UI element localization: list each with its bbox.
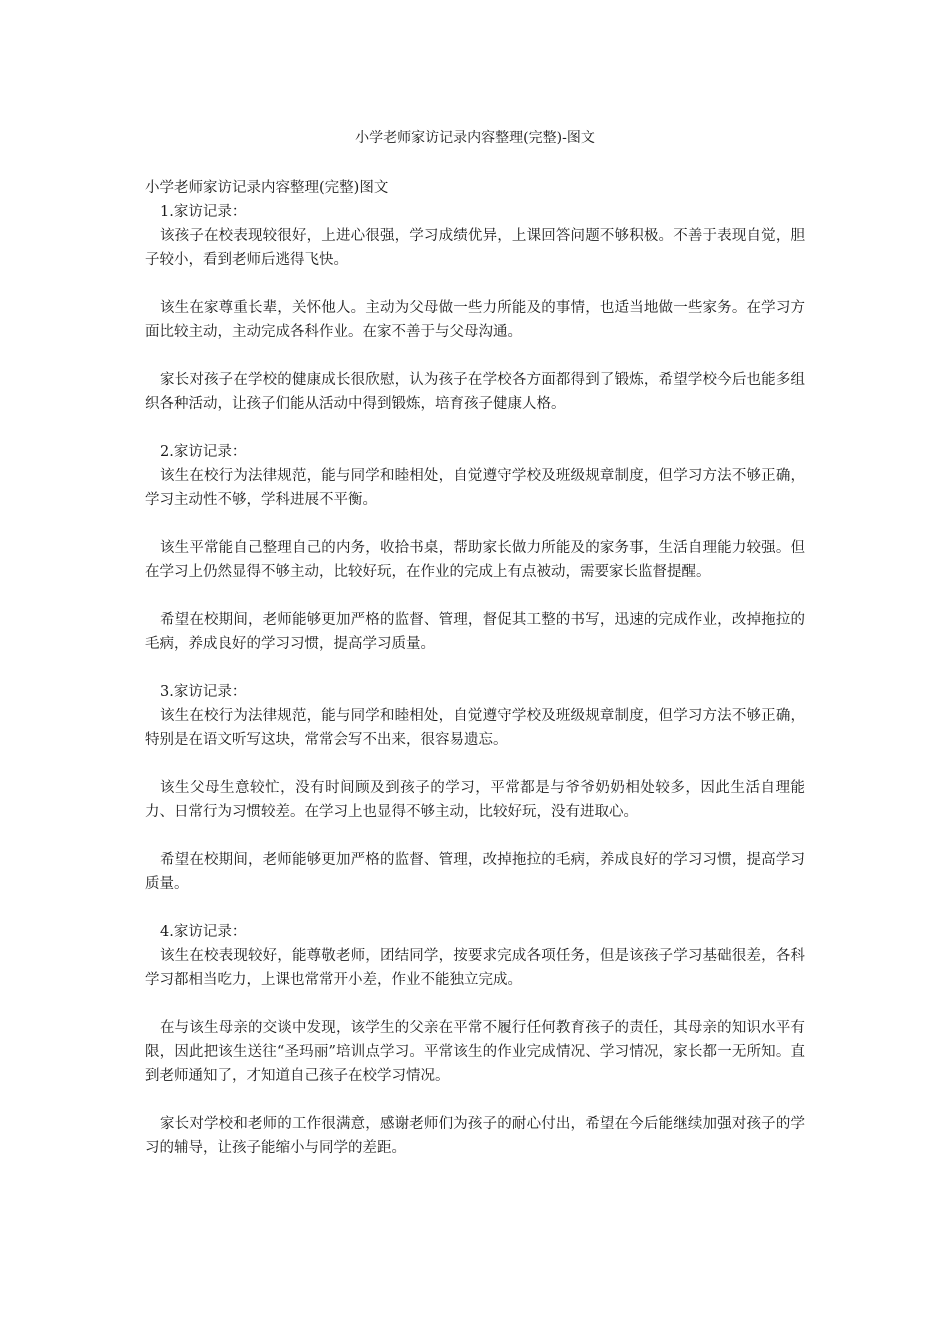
visit-record-section-3 — [145, 680, 805, 896]
visit-record-section-2 — [145, 440, 805, 656]
visit-record-section-1 — [145, 200, 805, 416]
section-paragraph: 在与该生母亲的交谈中发现，该学生的父亲在平常不履行任何教育孩子的责任，其母亲的知识水平有限，因此把该生送往“圣玛丽”培训点学习。平常该生的作业完成情况、学习情况，家长都一无所知。直到老师通知了，才知道自己孩子在校学习情况。 — [145, 1020, 805, 1084]
section-paragraph: 家长对孩子在学校的健康成长很欣慰，认为孩子在学校各方面都得到了锻炼，希望学校今后也能多组织各种活动，让孩子们能从活动中得到锻炼，培育孩子健康人格。 — [145, 372, 805, 412]
section-paragraph: 希望在校期间，老师能够更加严格的监督、管理，督促其工整的书写，迅速的完成作业，改掉拖拉的毛病，养成良好的学习习惯，提高学习质量。 — [145, 612, 805, 652]
visit-record-section-4 — [145, 920, 805, 1160]
section-paragraph: 该生在校表现较好，能尊敬老师，团结同学，按要求完成各项任务，但是该孩子学习基础很差，各科学习都相当吃力，上课也常常开小差，作业不能独立完成。 — [145, 948, 805, 988]
section-heading: 4.家访记录： — [160, 924, 247, 940]
section-paragraph: 希望在校期间，老师能够更加严格的监督、管理，改掉拖拉的毛病，养成良好的学习习惯，提高学习质量。 — [145, 852, 805, 892]
section-paragraph: 该生在校行为法律规范，能与同学和睦相处，自觉遵守学校及班级规章制度，但学习方法不够正确，学习主动性不够，学科进展不平衡。 — [145, 468, 805, 508]
document-subtitle: 小学老师家访记录内容整理(完整)图文 — [145, 180, 389, 196]
section-paragraph: 该生平常能自己整理自己的内务，收拾书桌，帮助家长做力所能及的家务事，生活自理能力较强。但在学习上仍然显得不够主动，比较好玩，在作业的完成上有点被动，需要家长监督提醒。 — [145, 540, 805, 580]
section-heading: 1.家访记录： — [160, 204, 247, 220]
document-body — [145, 176, 805, 1160]
document-title: 小学老师家访记录内容整理(完整)-图文 — [355, 130, 595, 146]
section-paragraph: 该生父母生意较忙，没有时间顾及到孩子的学习，平常都是与爷爷奶奶相处较多，因此生活自理能力、日常行为习惯较差。在学习上也显得不够主动，比较好玩，没有进取心。 — [145, 780, 805, 820]
section-paragraph: 该孩子在校表现较很好，上进心很强，学习成绩优异，上课回答问题不够积极。不善于表现自觉，胆子较小，看到老师后逃得飞快。 — [145, 228, 805, 268]
section-paragraph: 该生在校行为法律规范，能与同学和睦相处，自觉遵守学校及班级规章制度，但学习方法不够正确，特别是在语文听写这块，常常会写不出来，很容易遗忘。 — [145, 708, 805, 748]
section-heading: 3.家访记录： — [160, 684, 247, 700]
section-paragraph: 该生在家尊重长辈，关怀他人。主动为父母做一些力所能及的事情，也适当地做一些家务。在学习方面比较主动，主动完成各科作业。在家不善于与父母沟通。 — [145, 300, 805, 340]
section-heading: 2.家访记录： — [160, 444, 247, 460]
section-paragraph: 家长对学校和老师的工作很满意，感谢老师们为孩子的耐心付出，希望在今后能继续加强对孩子的学习的辅导，让孩子能缩小与同学的差距。 — [145, 1116, 805, 1156]
